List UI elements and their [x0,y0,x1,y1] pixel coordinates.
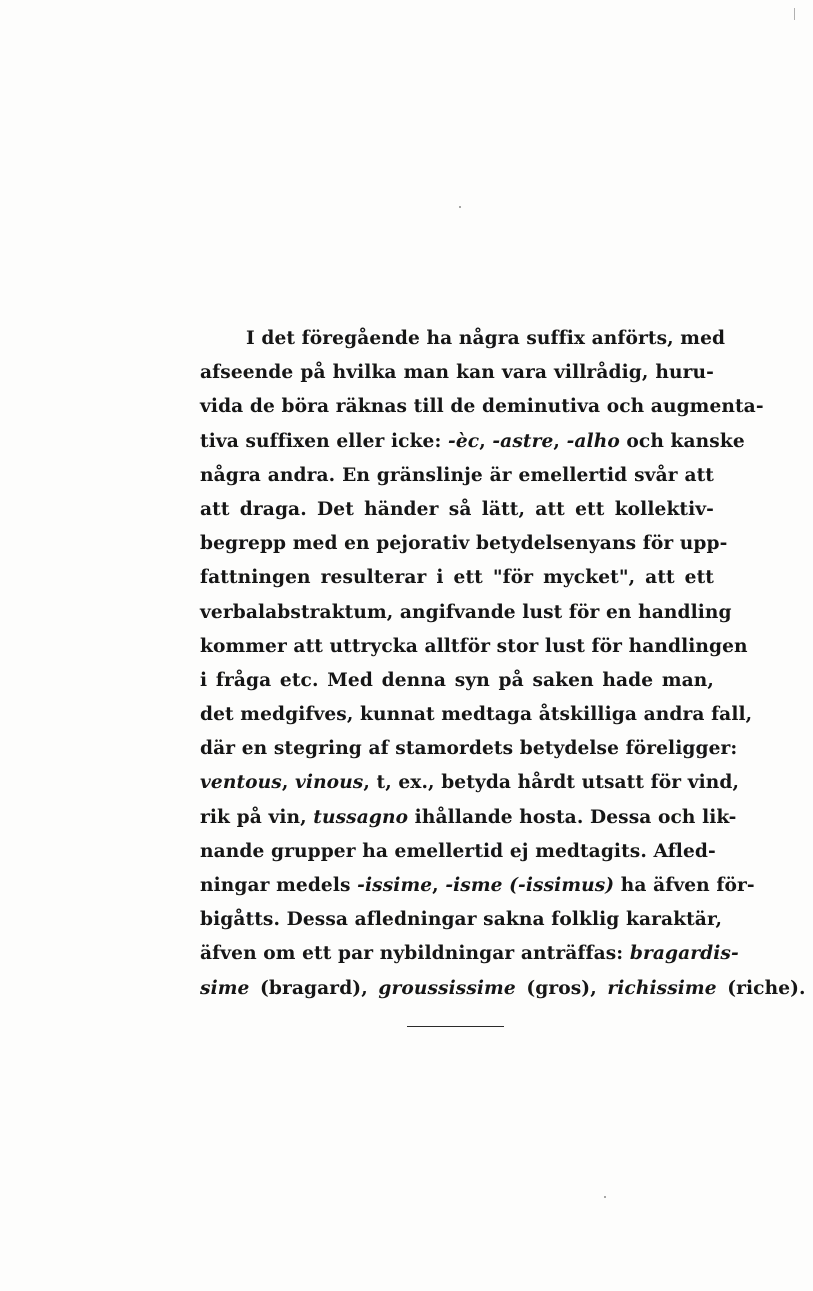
text-line [200,766,740,800]
text-line [200,527,728,561]
text-line [200,425,745,459]
text-segment: nande grupper ha emellertid ej medtagits. Afled- [200,840,716,862]
italic-term: -alho [566,430,620,452]
italic-term: -èc [448,430,480,452]
text-line [200,801,737,835]
text-segment: och kanske [619,430,745,452]
text-line [200,356,714,390]
text-line [200,698,753,732]
text-line [200,493,714,527]
text-line [200,972,806,1006]
text-segment: , t, ex., betyda hårdt utsatt för vind, [363,772,740,794]
text-segment: vida de böra räknas till de deminutiva och augmenta- [200,396,764,418]
text-segment: verbalabstraktum, angifvande lust för en handling [200,601,732,623]
text-segment: , [553,430,567,452]
text-segment: (bragard), [249,977,379,999]
italic-term: richissime [607,977,717,999]
body-paragraph [200,322,806,1006]
scan-speck [459,206,461,208]
text-segment: kommer att uttrycka alltför stor lust för handlingen [200,635,748,657]
text-line [200,390,764,424]
italic-term: groussissime [378,977,516,999]
text-segment: fattningen resulterar i ett "för mycket", att ett [200,567,714,589]
scan-edge-mark [794,8,795,20]
italic-term: -astre [492,430,554,452]
text-segment: (riche). [716,977,806,999]
text-segment: bigåtts. Dessa afledningar sakna folklig karaktär, [200,909,723,931]
text-line [200,835,714,869]
text-segment: ningar medels [200,875,358,896]
text-segment: , [281,772,295,794]
text-segment: (gros), [515,977,608,999]
text-segment: att draga. Det händer så lätt, att ett kollektiv- [200,498,714,520]
text-segment: , [479,430,493,452]
text-segment: tiva suffixen eller icke: [200,430,449,452]
text-line [200,664,714,698]
text-line [200,596,732,630]
text-line [200,322,726,356]
scan-speck [604,1196,606,1198]
italic-term: -isme (-issimus) [445,875,615,896]
text-line [200,937,739,971]
text-segment: I det föregående ha några suffix anförts, med [246,328,726,349]
text-segment: rik på vin, [200,806,314,828]
text-segment: ha äfven för- [614,875,755,896]
text-line [200,561,714,595]
text-segment: i fråga etc. Med denna syn på saken hade man, [200,669,714,691]
text-segment: äfven om ett par nybildningar anträffas: [200,943,630,965]
text-segment: begrepp med en pejorativ betydelsenyans för upp- [200,533,728,555]
text-segment: det medgifves, kunnat medtaga åtskilliga andra fall, [200,704,753,726]
text-segment: , [432,875,446,896]
section-end-rule [407,1026,504,1027]
italic-term: bragardis- [629,943,739,965]
italic-term: sime [200,977,250,999]
text-segment: ihållande hosta. Dessa och lik- [408,806,737,828]
italic-term: tussagno [313,806,409,828]
italic-term: vinous [295,772,364,794]
text-line [200,459,714,493]
text-segment: afseende på hvilka man kan vara villrådig, huru- [200,362,714,384]
text-line [200,732,738,766]
text-segment: där en stegring af stamordets betydelse föreligger: [200,738,738,760]
italic-term: ventous [200,772,282,794]
text-line [200,630,748,664]
text-line [200,869,755,903]
text-segment: några andra. En gränslinje är emellertid svår att [200,464,714,486]
text-line [200,903,723,937]
italic-term: -issime [357,875,433,896]
